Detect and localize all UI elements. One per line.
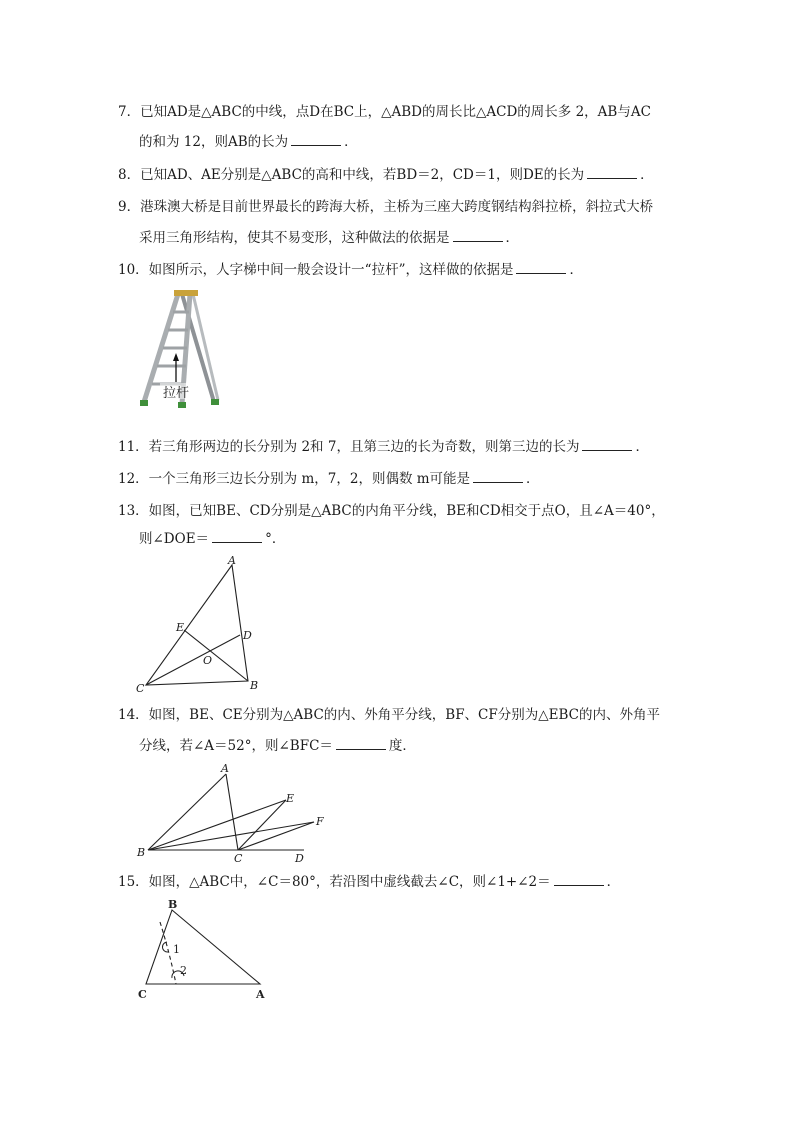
question-11-end: ．: [635, 439, 649, 455]
question-15-text: 15．如图，△ABC中，∠C＝80°，若沿图中虚线截去∠C，则∠1+∠2＝: [118, 874, 551, 890]
answer-blank-14[interactable]: [336, 737, 386, 750]
answer-blank-13[interactable]: [212, 530, 262, 543]
label-A: A: [221, 762, 229, 775]
question-12-text: 12．一个三角形三边长分别为 m，7，2，则偶数 m可能是: [118, 471, 471, 487]
question-11: [118, 438, 649, 456]
question-9-cont: [139, 229, 519, 247]
figure-15: [134, 896, 274, 1004]
ladder-caption: 拉杆: [163, 386, 190, 401]
question-14-line2: 分线，若∠A＝52°，则∠BFC＝: [139, 738, 333, 754]
question-7-line2: 的和为 12，则AB的长为: [139, 134, 289, 150]
label-F: F: [316, 815, 324, 828]
question-7-line1: 7．已知AD是△ABC的中线，点D在BC上，△ABD的周长比△ACD的周长多 2，AB与AC: [118, 104, 651, 120]
label-angle-2: 2: [180, 964, 187, 977]
question-8-text: 8．已知AD、AE分别是△ABC的高和中线，若BD＝2，CD＝1，则DE的长为: [118, 167, 585, 183]
answer-blank-12[interactable]: [473, 470, 523, 483]
label-E: E: [176, 621, 185, 634]
question-13-end: °．: [265, 531, 286, 547]
question-13-cont: [139, 530, 285, 548]
answer-blank-10[interactable]: [516, 261, 566, 274]
question-14-cont: [139, 737, 416, 755]
label-C: C: [138, 988, 147, 1001]
question-8: [118, 166, 654, 184]
question-13-line1: 13．如图，已知BE、CD分别是△ABC的内角平分线，BE和CD相交于点O，且∠A＝40°，: [118, 503, 665, 519]
label-C: C: [136, 682, 145, 695]
question-7-end: ．: [344, 134, 358, 150]
ladder-figure: [138, 290, 228, 415]
label-A: A: [256, 988, 265, 1001]
label-D: D: [295, 852, 304, 865]
question-9: [118, 198, 653, 216]
answer-blank-8[interactable]: [587, 166, 637, 179]
label-O: O: [203, 654, 213, 667]
figure-13: [130, 555, 270, 695]
question-14: [118, 706, 660, 724]
question-15-end: ．: [606, 874, 621, 890]
answer-blank-7[interactable]: [291, 133, 341, 146]
question-8-end: ．: [640, 167, 654, 183]
label-E: E: [286, 792, 295, 805]
figure-14: [136, 762, 336, 868]
question-10-end: ．: [569, 262, 583, 278]
label-B: B: [168, 898, 178, 911]
question-10: [118, 261, 583, 279]
question-12-end: ．: [526, 471, 540, 487]
question-13: [118, 502, 665, 520]
question-14-line1: 14．如图，BE、CE分别为△ABC的内、外角平分线，BF、CF分别为△EBC的内、外角平: [118, 707, 660, 723]
question-9-line2: 采用三角形结构，使其不易变形，这种做法的依据是: [139, 230, 450, 246]
question-9-line1: 9．港珠澳大桥是目前世界最长的跨海大桥，主桥为三座大跨度钢结构斜拉桥，斜拉式大桥: [118, 199, 654, 215]
label-B: B: [250, 679, 259, 692]
question-9-end: ．: [505, 230, 519, 246]
label-A: A: [228, 554, 236, 567]
question-11-text: 11．若三角形两边的长分别为 2和 7，且第三边的长为奇数，则第三边的长为: [118, 439, 580, 455]
question-15: [118, 873, 620, 891]
label-B: B: [137, 846, 146, 859]
question-7: [118, 103, 651, 121]
answer-blank-15[interactable]: [554, 873, 604, 886]
question-7-cont: [139, 133, 358, 151]
question-12: [118, 470, 540, 488]
label-C: C: [234, 852, 243, 865]
label-angle-1: 1: [173, 943, 180, 956]
question-14-end: 度．: [388, 738, 416, 754]
question-10-text: 10．如图所示，人字梯中间一般会设计一“拉杆”，这样做的依据是: [118, 262, 514, 278]
label-D: D: [243, 629, 252, 642]
answer-blank-9[interactable]: [453, 229, 503, 242]
question-13-line2: 则∠DOE＝: [139, 531, 210, 547]
answer-blank-11[interactable]: [582, 438, 632, 451]
